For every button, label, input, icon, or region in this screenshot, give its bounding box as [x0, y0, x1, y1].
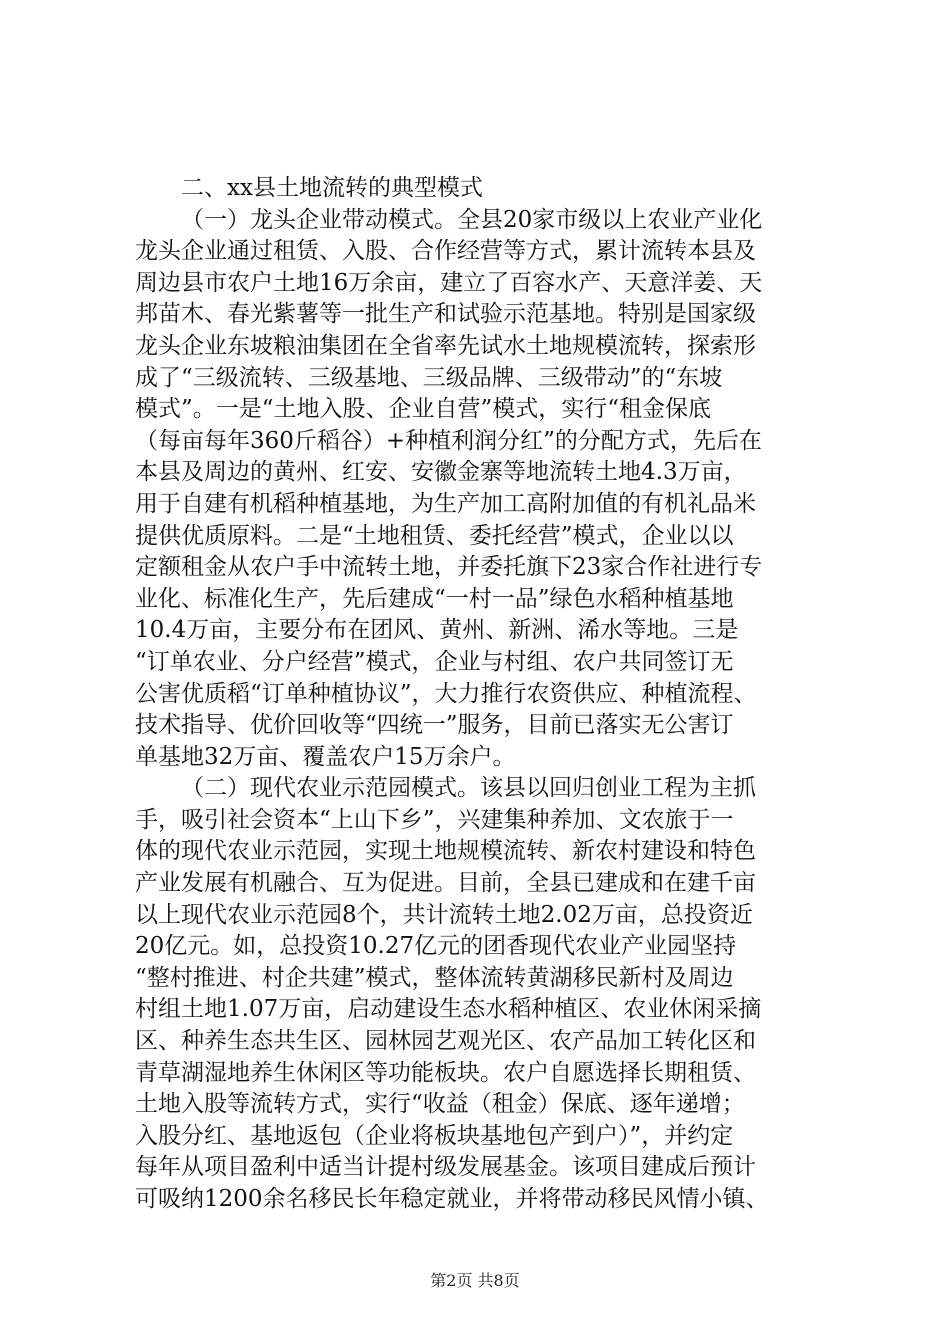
paragraph-line: 模式”。一是“土地入股、企业自营”模式，实行“租金保底: [135, 396, 712, 423]
paragraph-line: （一）龙头企业带动模式。全县20家市级以上农业产业化: [181, 206, 763, 233]
paragraph-line: 定额租金从农户手中流转土地，并委托旗下23家合作社进行专: [135, 554, 763, 581]
paragraph-line: 公害优质稻“订单种植协议”，大力推行农资供应、种植流程、: [135, 680, 757, 707]
paragraph-line: “整村推进、村企共建”模式，整体流转黄湖移民新村及周边: [135, 964, 734, 991]
paragraph-line: “订单农业、分户经营”模式，企业与村组、农户共同签订无: [135, 648, 734, 675]
section-heading: 二、xx县土地流转的典型模式: [181, 175, 483, 201]
paragraph-line: 20亿元。如，总投资10.27亿元的团香现代农业产业园坚持: [135, 933, 737, 960]
paragraph-line: 龙头企业东坡粮油集团在全省率先试水土地规模流转，探索形: [135, 332, 756, 359]
paragraph-1: [135, 205, 835, 774]
paragraph-line: 每年从项目盈利中适当计提村级发展基金。该项目建成后预计: [135, 1154, 756, 1181]
paragraph-line: 业化、标准化生产，先后建成“一村一品”绿色水稻种植基地: [135, 585, 734, 612]
paragraph-line: （每亩每年360斤稻谷）+种植利润分红”的分配方式，先后在: [135, 427, 762, 454]
paragraph-line: 邦苗木、春光紫薯等一批生产和试验示范基地。特别是国家级: [135, 301, 756, 328]
paragraph-line: 区、种养生态共生区、园林园艺观光区、农产品加工转化区和: [135, 1028, 756, 1055]
paragraph-line: 以上现代农业示范园8个，共计流转土地2.02万亩，总投资近: [135, 901, 753, 928]
paragraph-line: 周边县市农户土地16万余亩，建立了百容水产、天意洋姜、天: [135, 269, 763, 296]
paragraph-line: 技术指导、优价回收等“四统一”服务，目前已落实无公害订: [135, 712, 734, 739]
paragraph-line: 提供优质原料。二是“土地租赁、委托经营”模式，企业以以: [135, 522, 734, 549]
paragraph-line: 单基地32万亩、覆盖农户15万余户。: [135, 743, 516, 770]
paragraph-line: 入股分红、基地返包（企业将板块基地包产到户）”，并约定: [135, 1122, 734, 1149]
paragraph-line: 产业发展有机融合、互为促进。目前，全县已建成和在建千亩: [135, 870, 756, 897]
paragraph-2: [135, 773, 835, 1215]
paragraph-line: 村组土地1.07万亩，启动建设生态水稻种植区、农业休闲采摘: [135, 996, 762, 1023]
paragraph-line: 成了“三级流转、三级基地、三级品牌、三级带动”的“东坡: [135, 364, 723, 391]
paragraph-line: （二）现代农业示范园模式。该县以回归创业工程为主抓: [181, 775, 756, 802]
paragraph-line: 本县及周边的黄州、红安、安徽金寨等地流转土地4.3万亩，: [135, 459, 747, 486]
paragraph-line: 青草湖湿地养生休闲区等功能板块。农户自愿选择长期租赁、: [135, 1059, 756, 1086]
paragraph-line: 用于自建有机稻种植基地，为生产加工高附加值的有机礼品米: [135, 490, 756, 517]
document-body: [135, 173, 835, 1216]
paragraph-line: 可吸纳1200余名移民长年稳定就业，并将带动移民风情小镇、: [135, 1186, 769, 1212]
paragraph-line: 体的现代农业示范园，实现土地规模流转、新农村建设和特色: [135, 838, 756, 865]
paragraph-line: 土地入股等流转方式，实行“收益（租金）保底、逐年递增；: [135, 1091, 745, 1118]
page-number-footer: 第2页 共8页: [430, 1271, 520, 1290]
paragraph-line: 龙头企业通过租赁、入股、合作经营等方式，累计流转本县及: [135, 238, 756, 265]
paragraph-line: 10.4万亩，主要分布在团风、黄州、新洲、浠水等地。三是: [135, 617, 739, 644]
paragraph-line: 手，吸引社会资本“上山下乡”，兴建集种养加、文农旅于一: [135, 806, 734, 833]
